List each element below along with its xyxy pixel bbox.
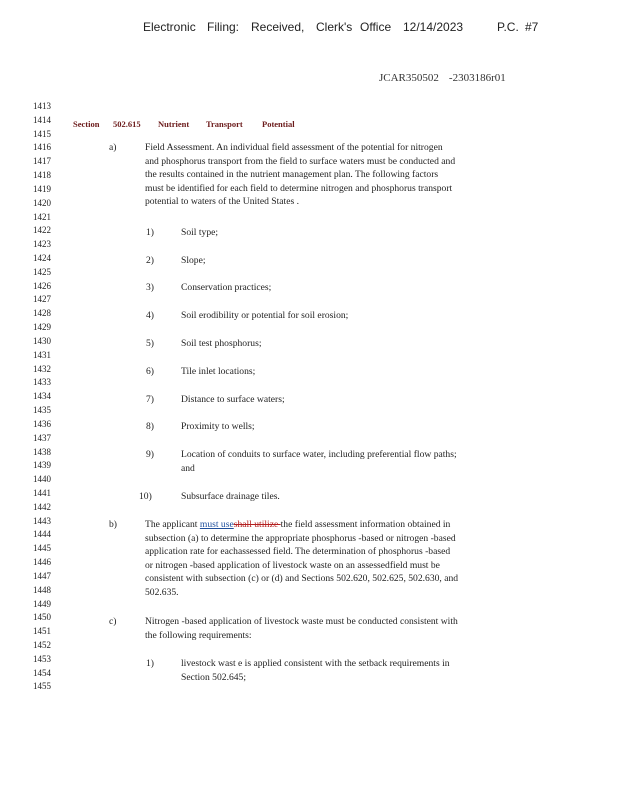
line-number: 1416 <box>33 142 51 153</box>
paragraph-a-line: potential to waters of the United States . <box>145 196 299 208</box>
section-title-word-1: Nutrient <box>158 119 190 129</box>
line-number: 1440 <box>33 474 51 485</box>
header-electronic: Electronic <box>143 20 196 34</box>
factor-text: Slope; <box>181 255 206 266</box>
document-id <box>379 72 516 84</box>
line-number: 1432 <box>33 363 51 374</box>
factor-number: 7) <box>146 394 154 405</box>
header-received: Received, <box>251 20 305 34</box>
document-id-part1: JCAR350502 <box>379 72 439 84</box>
factor-number: 6) <box>146 366 154 377</box>
paragraph-b-tail: the field assessment information obtained in <box>280 519 451 530</box>
inserted-text: must use <box>199 519 234 530</box>
line-number: 1448 <box>33 584 51 595</box>
paragraph-a-line: and phosphorus transport from the field to surface waters must be conducted and <box>145 155 456 167</box>
line-number: 1445 <box>33 543 51 554</box>
paragraph-c-marker: c) <box>109 616 117 627</box>
line-number: 1422 <box>33 225 51 236</box>
line-number: 1439 <box>33 460 51 471</box>
factor-number: 3) <box>146 282 154 293</box>
section-number: 502.615 <box>113 119 141 129</box>
header-pc-number: #7 <box>525 20 539 34</box>
line-number: 1452 <box>33 639 51 650</box>
paragraph-b-line: consistent with subsection (c) or (d) and Sections 502.620, 502.625, 502.630, and <box>145 573 459 585</box>
header-date: 12/14/2023 <box>403 20 464 34</box>
paragraph-b-line: subsection (a) to determine the appropriate phosphorus -based or nitrogen -based <box>145 532 456 544</box>
line-number: 1442 <box>33 501 51 512</box>
line-number: 1429 <box>33 322 51 333</box>
header-filing: Filing: <box>207 20 240 34</box>
line-number: 1415 <box>33 128 51 139</box>
paragraph-b-line: or nitrogen -based application of livestock waste on an assessedfield must be <box>145 559 440 571</box>
paragraph-c-line: Nitrogen -based application of livestock waste must be conducted consistent with <box>145 616 458 627</box>
paragraph-b-line <box>145 518 537 532</box>
deleted-text: shall utilize <box>233 519 281 530</box>
factor-number: 2) <box>146 255 154 266</box>
line-number: 1453 <box>33 653 51 664</box>
header-pc: P.C. <box>497 20 519 34</box>
section-title-word-3: Potential <box>262 119 295 129</box>
requirement-number: 1) <box>146 658 154 669</box>
line-number: 1443 <box>33 515 51 526</box>
paragraph-a-marker: a) <box>109 142 117 153</box>
line-number: 1413 <box>33 101 51 111</box>
line-number: 1446 <box>33 557 51 568</box>
factor-number: 10) <box>139 491 152 502</box>
requirement-1-line: Section 502.645; <box>181 671 247 683</box>
line-number: 1420 <box>33 197 51 208</box>
paragraph-b-lead: The applicant <box>145 519 200 530</box>
header-clerks: Clerk's <box>316 20 353 34</box>
line-number: 1417 <box>33 156 51 167</box>
line-number: 1441 <box>33 487 51 498</box>
requirement-1-line: livestock wast e is applied consistent with the setback requirements in <box>181 658 450 669</box>
paragraph-b-line: 502.635. <box>145 586 179 598</box>
line-number: 1435 <box>33 405 51 416</box>
section-title-word-2: Transport <box>206 119 243 129</box>
line-number: 1428 <box>33 308 51 319</box>
paragraph-a-line: must be identified for each field to determine nitrogen and phosphorus transport <box>145 182 453 194</box>
factor-text: Soil type; <box>181 227 219 238</box>
header-office: Office <box>360 20 392 34</box>
factor-text: Proximity to wells; <box>181 421 255 432</box>
factor-text: Distance to surface waters; <box>181 394 285 405</box>
line-number: 1454 <box>33 667 51 678</box>
factor-text: Subsurface drainage tiles. <box>181 491 280 502</box>
line-number: 1423 <box>33 239 51 250</box>
line-number: 1447 <box>33 570 51 581</box>
factor-number: 1) <box>146 227 154 238</box>
factor-number: 5) <box>146 338 154 349</box>
paragraph-a <box>145 141 537 209</box>
paragraph-a-line: Field Assessment. An individual field assessment of the potential for nitrogen <box>145 142 443 153</box>
factor-number: 4) <box>146 310 154 321</box>
line-number: 1436 <box>33 418 51 429</box>
paragraph-b-marker: b) <box>109 519 117 530</box>
line-number: 1434 <box>33 391 51 402</box>
factor-text: Tile inlet locations; <box>181 366 256 377</box>
requirement-1 <box>181 657 517 684</box>
section-label: Section <box>73 119 100 129</box>
line-number: 1450 <box>33 612 51 623</box>
line-number: 1418 <box>33 170 51 181</box>
paragraph-b <box>145 518 537 600</box>
paragraph-c-line: the following requirements: <box>145 629 252 641</box>
line-number: 1451 <box>33 626 51 637</box>
filing-header <box>0 20 618 38</box>
factor-number: 8) <box>146 421 154 432</box>
line-number: 1449 <box>33 598 51 609</box>
factor-text: Soil test phosphorus; <box>181 338 262 349</box>
line-number: 1427 <box>33 294 51 305</box>
paragraph-b-line: application rate for eachassessed field. The determination of phosphorus -based <box>145 546 451 558</box>
line-number: 1438 <box>33 446 51 457</box>
line-number: 1414 <box>33 114 51 125</box>
line-number: 1419 <box>33 183 51 194</box>
line-number: 1433 <box>33 377 51 388</box>
line-number: 1424 <box>33 253 51 264</box>
line-number: 1444 <box>33 529 51 540</box>
line-number: 1425 <box>33 266 51 277</box>
line-number: 1437 <box>33 432 51 443</box>
paragraph-c <box>145 615 537 642</box>
document-id-part2: -2303186r01 <box>448 72 506 84</box>
line-number: 1431 <box>33 349 51 360</box>
factor-text: Soil erodibility or potential for soil erosion; <box>181 310 349 321</box>
line-number: 1421 <box>33 211 51 222</box>
line-number: 1426 <box>33 280 51 291</box>
line-number: 1455 <box>33 681 51 692</box>
line-number: 1430 <box>33 335 51 346</box>
factor-text: Location of conduits to surface water, including preferential flow paths; <box>181 449 457 460</box>
factor-text-continued: and <box>181 463 195 474</box>
factor-number: 9) <box>146 449 154 460</box>
factor-text: Conservation practices; <box>181 282 272 293</box>
paragraph-a-line: the results contained in the nutrient management plan. The following factors <box>145 169 439 181</box>
